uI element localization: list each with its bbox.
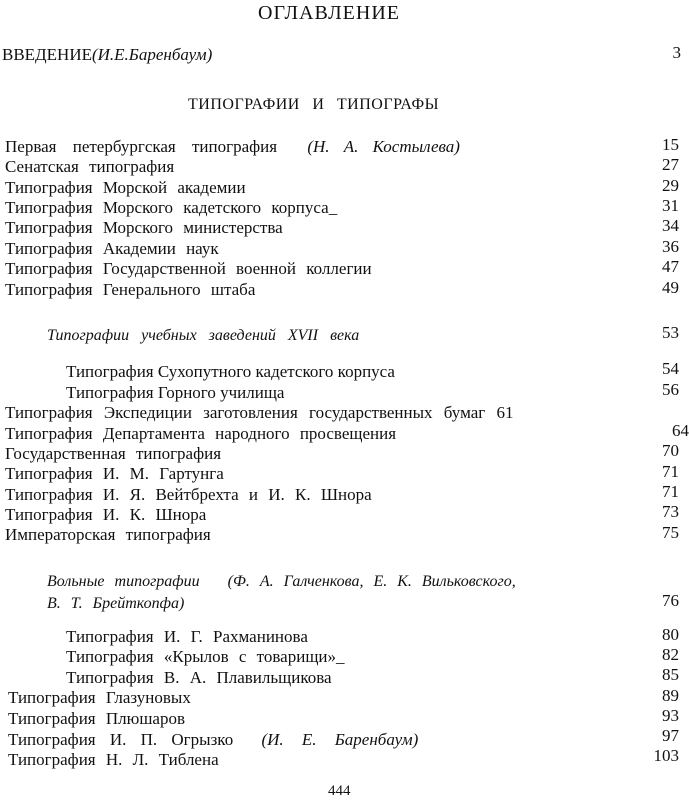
toc-entry-author: (И.Е.Баренбаум) bbox=[91, 45, 213, 64]
toc-page-number: 49 bbox=[662, 278, 679, 297]
toc-page-number: 71 bbox=[662, 462, 679, 481]
toc-page-number: 75 bbox=[662, 523, 679, 542]
toc-entry: Типография И. Я. Вейтбрехта и И. К. Шнора bbox=[5, 485, 372, 504]
toc-page-number: 29 bbox=[662, 176, 679, 195]
toc-entry: Типография Генерального штаба bbox=[5, 280, 256, 299]
toc-page-number: 53 bbox=[662, 323, 679, 342]
toc-entry: Первая петербургская типография (Н. А. Костылева) bbox=[5, 137, 460, 156]
toc-entry: Типография И. П. Огрызко (И. Е. Баренбаум) bbox=[8, 730, 419, 749]
toc-entry: Типография Морского министерства bbox=[5, 218, 283, 237]
toc-entry-intro bbox=[2, 46, 212, 63]
toc-entry: Типография Государственной военной коллегии bbox=[5, 259, 372, 278]
toc-page-number: 97 bbox=[662, 726, 679, 745]
toc-entry: Типография И. М. Гартунга bbox=[5, 464, 224, 483]
toc-page-number: 89 bbox=[662, 686, 679, 705]
toc-page-number: 54 bbox=[662, 359, 679, 378]
toc-entry: Императорская типография bbox=[5, 525, 211, 544]
page-number: 444 bbox=[328, 783, 351, 799]
subsection-heading: Типографии учебных заведений XVII века bbox=[47, 327, 360, 344]
toc-entry: Типография В. А. Плавильщикова bbox=[66, 668, 332, 687]
toc-page-number: 3 bbox=[672, 43, 681, 62]
toc-page-number: 70 bbox=[662, 441, 679, 460]
toc-page-number: 15 bbox=[662, 135, 679, 154]
toc-page-number: 71 bbox=[662, 482, 679, 501]
page-title: ОГЛАВЛЕНИЕ bbox=[258, 2, 400, 24]
toc-entry: Типография Департамента народного просвещения bbox=[5, 424, 397, 443]
toc-entry: Государственная типография bbox=[5, 444, 222, 463]
toc-entry: Типография Академии наук bbox=[5, 239, 219, 258]
toc-entry: Типография Н. Л. Тиблена bbox=[8, 750, 219, 769]
toc-entry: Типография Морской академии bbox=[5, 178, 246, 197]
toc-entry: Типография Морского кадетского корпуса_ bbox=[5, 198, 338, 217]
toc-entry: Типография Сухопутного кадетского корпуса bbox=[66, 362, 395, 381]
toc-entry-author: (И. Е. Баренбаум) bbox=[261, 730, 419, 749]
section-heading: ТИПОГРАФИИ И ТИПОГРАФЫ bbox=[188, 96, 440, 113]
toc-page-number: 85 bbox=[662, 665, 679, 684]
subsection-heading: Вольные типографии (Ф. А. Галченкова, Е. К. Вильковского, bbox=[47, 573, 516, 590]
toc-page-number: 27 bbox=[662, 155, 679, 174]
toc-page-number: 82 bbox=[662, 645, 679, 664]
toc-page-number: 76 bbox=[662, 591, 679, 610]
toc-entry: Типография И. Г. Рахманинова bbox=[66, 627, 308, 646]
toc-entry-label: ВВЕДЕНИЕ bbox=[2, 45, 92, 64]
toc-page-number: 56 bbox=[662, 380, 679, 399]
toc-entry: Типография Глазуновых bbox=[8, 688, 191, 707]
toc-page-number: 93 bbox=[662, 706, 679, 725]
toc-page-number: 73 bbox=[662, 502, 679, 521]
toc-page-number: 80 bbox=[662, 625, 679, 644]
toc-page-number: 64 bbox=[672, 421, 689, 440]
toc-page-number: 103 bbox=[653, 746, 679, 765]
toc-page-number: 31 bbox=[662, 196, 679, 215]
toc-entry-author: (Н. А. Костылева) bbox=[307, 137, 460, 156]
toc-entry: Типография Плюшаров bbox=[8, 709, 185, 728]
toc-entry: Типография Экспедиции заготовления государственных бумаг 61 bbox=[5, 403, 514, 422]
toc-entry: Типография Горного училища bbox=[66, 383, 285, 402]
toc-entry: Типография И. К. Шнора bbox=[5, 505, 207, 524]
toc-page-number: 34 bbox=[662, 216, 679, 235]
toc-entry: Сенатская типография bbox=[5, 157, 175, 176]
toc-entry: Типография «Крылов с товарищи»_ bbox=[66, 647, 345, 666]
toc-page-number: 36 bbox=[662, 237, 679, 256]
subsection-heading-cont: В. Т. Брейткопфа) bbox=[47, 595, 185, 612]
toc-page-number: 47 bbox=[662, 257, 679, 276]
